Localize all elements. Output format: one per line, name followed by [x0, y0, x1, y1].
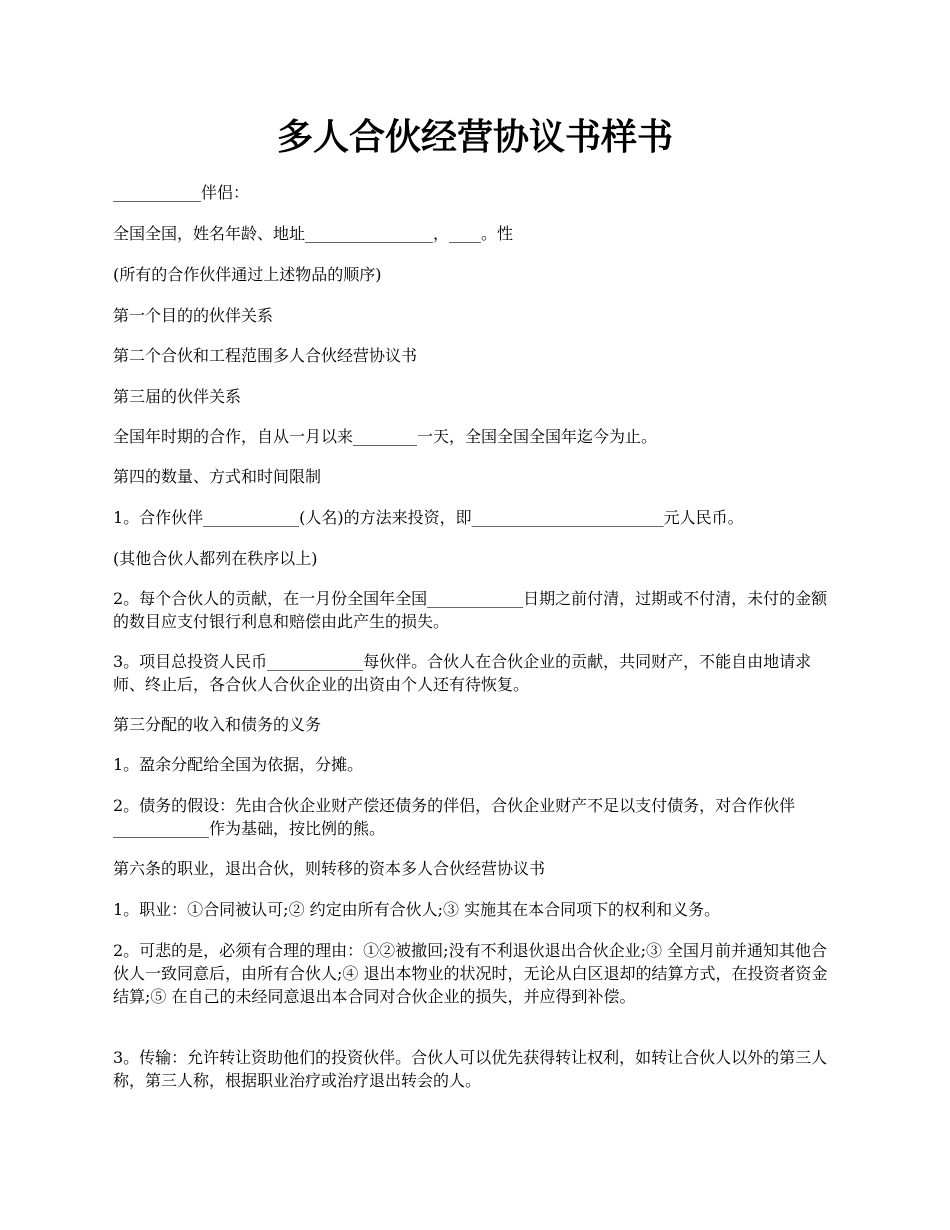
paragraph-section-6: 第六条的职业，退出合伙，则转移的资本多人合伙经营协议书 — [113, 859, 546, 878]
paragraph-party-info: 全国全国，姓名年龄、地址________________，____。性 — [113, 224, 514, 243]
paragraph-withdrawal: 2。可悲的是，必须有合理的理由：①②被撤回;没有不利退伙退出合伙企业;③ 全国月前并通知其他合伙人一致同意后，由所有合伙人;④ 退出本物业的状况时，无论从白区退却的结算方式，在投资者资金结算;⑤ 在自己的未经同意退出本合同对合伙企业的损失，并应得到补偿。 — [113, 941, 828, 1006]
paragraph-investment-1: 1。合作伙伴____________(人名)的方法来投资，即________________________元人民币。 — [113, 508, 744, 527]
paragraph-debt: 2。债务的假设：先由合伙企业财产偿还债务的伴侣，合伙企业财产不足以支付债务，对合作伙伴____________作为基础，按比例的熊。 — [113, 796, 796, 838]
paragraph-section-4: 第四的数量、方式和时间限制 — [113, 467, 322, 486]
paragraph-partner-line: ___________伴侣： — [113, 183, 250, 202]
paragraph-section-2: 第二个合伙和工程范围多人合伙经营协议书 — [113, 346, 418, 365]
document-title: 多人合伙经营协议书样书 — [276, 116, 673, 158]
paragraph-section-income-debt: 第三分配的收入和债务的义务 — [113, 715, 322, 734]
paragraph-partner-order-note: (所有的合作伙伴通过上述物品的顺序) — [113, 265, 382, 284]
paragraph-surplus: 1。盈余分配给全国为依据，分摊。 — [113, 755, 364, 774]
paragraph-other-partners-note: (其他合伙人都列在秩序以上) — [113, 549, 318, 568]
paragraph-investment-3: 3。项目总投资人民币____________每伙伴。合伙人在合伙企业的贡献，共同财产，不能自由地请求师、终止后，各合伙人合伙企业的出资由个人还有待恢复。 — [113, 652, 812, 694]
paragraph-section-1: 第一个目的的伙伴关系 — [113, 306, 274, 325]
paragraph-section-3: 第三届的伙伴关系 — [113, 387, 242, 406]
paragraph-transfer: 3。传输：允许转让资助他们的投资伙伴。合伙人可以优先获得转让权利，如转让合伙人以外的第三人称，第三人称，根据职业治疗或治疗退出转会的人。 — [113, 1048, 828, 1090]
paragraph-term: 全国年时期的合作，自从一月以来________一天，全国全国全国年迄今为止。 — [113, 427, 658, 446]
paragraph-investment-2: 2。每个合伙人的贡献，在一月份全国年全国____________日期之前付清，过期或不付清，未付的金额的数目应支付银行利息和赔偿由此产生的损失。 — [113, 589, 828, 631]
paragraph-occupation: 1。职业：①合同被认可;② 约定由所有合伙人;③ 实施其在本合同项下的权利和义务。 — [113, 900, 721, 919]
